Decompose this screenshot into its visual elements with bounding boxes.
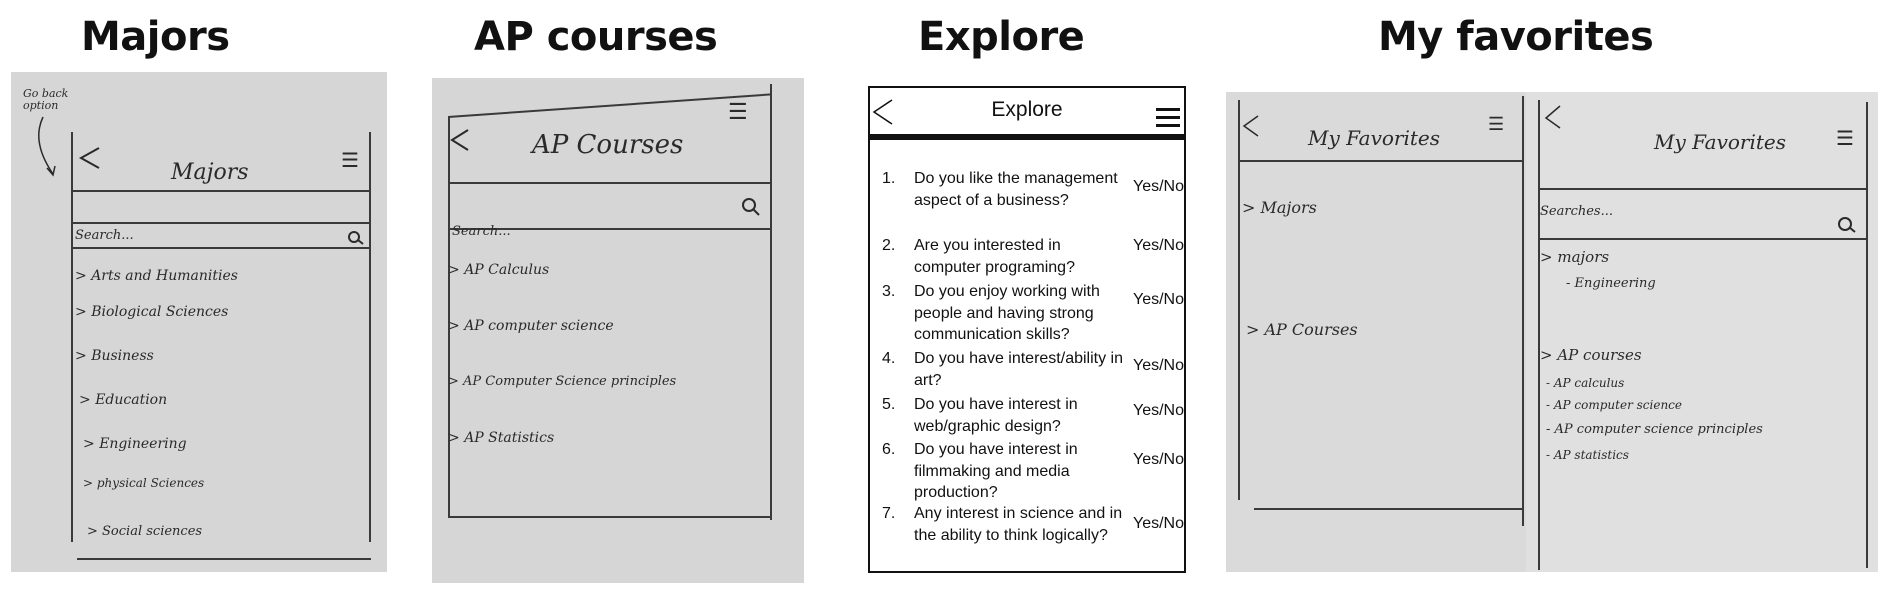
favorites-ap[interactable]: > AP courses <box>1540 346 1642 364</box>
favorites-header: My Favorites <box>1308 126 1441 150</box>
favorites-majors[interactable]: > majors <box>1540 248 1610 266</box>
yes-no-toggle[interactable]: Yes/No <box>1133 357 1184 374</box>
favorites-section-title: My favorites <box>1378 14 1654 60</box>
ap-course-item[interactable]: > AP Calculus <box>448 262 550 278</box>
favorites-ap-sub[interactable]: - AP statistics <box>1546 448 1629 462</box>
favorites-sketch-2 <box>1526 92 1878 572</box>
menu-icon[interactable]: ☰ <box>728 100 748 125</box>
menu-icon[interactable]: ☰ <box>341 148 359 172</box>
ap-course-item[interactable]: > AP computer science <box>448 318 614 334</box>
search-input[interactable]: Search... <box>452 224 511 239</box>
ap-course-item[interactable]: > AP Statistics <box>448 430 555 446</box>
menu-icon[interactable]: ☰ <box>1488 114 1505 135</box>
explore-section-title: Explore <box>918 14 1085 60</box>
back-icon[interactable] <box>75 144 105 174</box>
major-item[interactable]: > Engineering <box>83 436 187 452</box>
back-icon[interactable] <box>1540 104 1566 132</box>
major-item[interactable]: > Arts and Humanities <box>75 268 238 284</box>
ap-header: AP Courses <box>532 130 684 160</box>
majors-header: Majors <box>171 160 249 185</box>
ap-section-title: AP courses <box>474 14 718 60</box>
major-item[interactable]: > Business <box>75 348 154 364</box>
menu-icon[interactable] <box>1156 108 1180 127</box>
search-icon[interactable] <box>1836 216 1858 234</box>
favorites-header: My Favorites <box>1654 130 1787 154</box>
explore-header-title: Explore <box>991 98 1063 121</box>
major-item[interactable]: > Biological Sciences <box>75 304 229 320</box>
yes-no-toggle[interactable]: Yes/No <box>1133 178 1184 195</box>
majors-sketch <box>11 72 387 572</box>
major-item[interactable]: > Education <box>79 392 168 408</box>
search-input[interactable]: Searches... <box>1540 204 1613 219</box>
yes-no-toggle[interactable]: Yes/No <box>1133 291 1184 308</box>
search-icon[interactable] <box>740 196 762 218</box>
major-item[interactable]: > Social sciences <box>87 524 203 539</box>
back-icon[interactable] <box>1240 114 1264 140</box>
favorites-ap-sub[interactable]: - AP computer science <box>1546 398 1683 412</box>
explore-wireframe: Explore 1. Do you like the management aspect of a business? Yes/No 2. Are you interested in computer programing? Yes/No 3. Do you enjoy working with people and having strong communication skills? Yes/No 4. Do you have interest/ability in art? Yes/No 5. Do you have interest in web/graphic design? Yes/No 6. Do you have interest in filmmaking and media production? Yes/No 7. Any interest in science and in the ability to think logically? Yes/No <box>868 86 1186 573</box>
explore-header-bar <box>870 88 1184 140</box>
search-icon[interactable] <box>346 230 366 246</box>
yes-no-toggle[interactable]: Yes/No <box>1133 515 1184 532</box>
favorites-item[interactable]: > AP Courses <box>1246 320 1358 339</box>
favorites-sketch-1 <box>1226 92 1526 572</box>
menu-icon[interactable]: ☰ <box>1836 126 1854 150</box>
back-icon[interactable] <box>446 126 476 156</box>
favorites-item[interactable]: > Majors <box>1242 198 1317 217</box>
ap-sketch <box>432 78 804 583</box>
favorites-ap-sub[interactable]: - AP calculus <box>1546 376 1625 390</box>
yes-no-toggle[interactable]: Yes/No <box>1133 402 1184 419</box>
favorites-majors-sub[interactable]: - Engineering <box>1566 276 1656 291</box>
go-back-annotation: Go back option <box>23 87 69 112</box>
search-input[interactable]: Search... <box>75 228 134 243</box>
yes-no-toggle[interactable]: Yes/No <box>1133 237 1184 254</box>
ap-course-item[interactable]: > AP Computer Science principles <box>448 374 677 389</box>
yes-no-toggle[interactable]: Yes/No <box>1133 451 1184 468</box>
majors-section-title: Majors <box>81 14 230 60</box>
major-item[interactable]: > physical Sciences <box>83 476 205 490</box>
favorites-ap-sub[interactable]: - AP computer science principles <box>1546 422 1763 437</box>
